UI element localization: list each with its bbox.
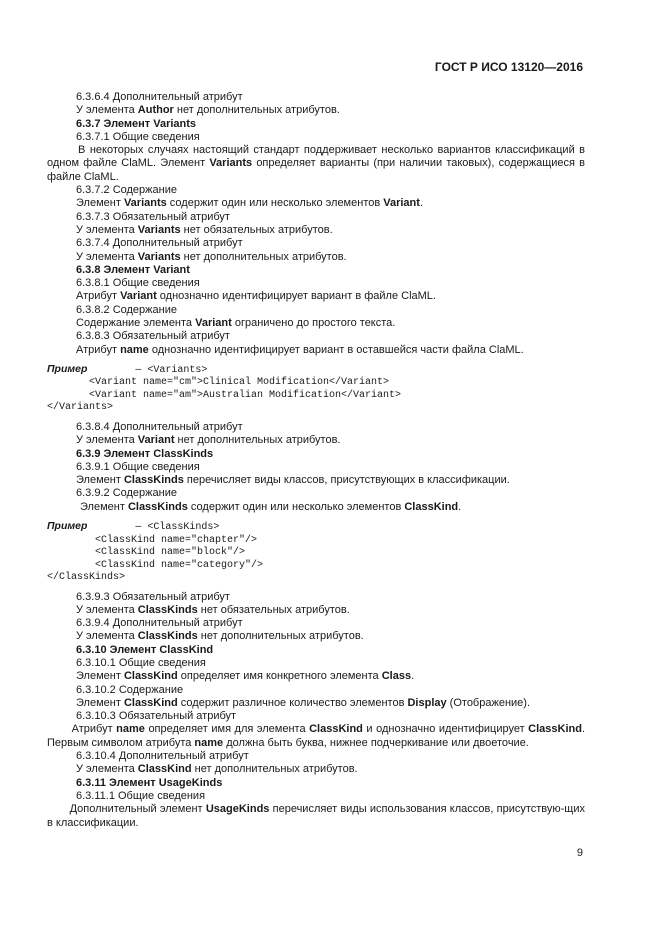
text-run: нет дополнительных атрибутов. <box>191 763 358 776</box>
text-run: 6.3.8.1 Общие сведения <box>76 277 200 290</box>
text-run: 6.3.10.2 Содержание <box>76 683 184 696</box>
bold-term: Class <box>381 670 412 683</box>
section-heading <box>47 118 585 131</box>
text-run: перечисляет виды классов, присутствующих в классификации. <box>183 474 510 487</box>
text-run: содержит различное количество элементов <box>177 696 408 709</box>
text-run: 6.3.8.4 Дополнительный атрибут <box>76 420 243 433</box>
paragraph-line <box>47 184 585 197</box>
text-run: 6.3.10.1 Общие сведения <box>76 657 206 669</box>
text-run: 6.3.7.1 Общие сведения <box>76 130 200 143</box>
paragraph-line <box>47 104 585 117</box>
text-run: перечисляет виды использования классов, присутствую-щих в классификации. <box>47 803 585 829</box>
text-run: Элемент <box>76 696 124 709</box>
text-run: 6.3.8.3 Обязательный атрибут <box>76 330 230 343</box>
text-run: однозначно идентифицирует вариант в файле ClaML. <box>156 290 436 303</box>
bold-term: 6.3.10 Элемент ClassKind <box>76 643 214 656</box>
text-run: нет дополнительных атрибутов. <box>173 104 340 117</box>
document-header: ГОСТ Р ИСО 13120—2016 <box>434 60 583 74</box>
paragraph-line <box>47 763 585 776</box>
text-run: У элемента <box>76 630 138 643</box>
paragraph-line <box>47 237 585 250</box>
bold-term: ClassKinds <box>127 500 188 513</box>
text-run: . <box>458 500 462 513</box>
bold-term: 6.3.11 Элемент UsageKinds <box>76 776 223 789</box>
bold-term: 6.3.8 Элемент Variant <box>76 263 190 276</box>
text-run: и однозначно идентифицирует <box>362 723 529 736</box>
text-run: В некоторых случаях настоящий стандарт поддерживает несколько вариантов классификаций в одном файле ClaML. Элемент <box>47 144 585 170</box>
text-run: У элемента <box>76 223 138 236</box>
text-run: содержит один или несколько элементов <box>187 500 405 513</box>
section-heading <box>47 264 585 277</box>
paragraph-line <box>47 317 585 330</box>
paragraph-line <box>47 304 585 317</box>
paragraph-line <box>47 501 585 514</box>
text-run: Содержание элемента <box>76 317 196 330</box>
paragraph-line <box>47 710 585 723</box>
paragraph-line <box>47 474 585 487</box>
text-run: 6.3.10.4 Дополнительный атрибут <box>76 750 249 763</box>
paragraph-line <box>47 131 585 144</box>
text-run: нет обязательных атрибутов. <box>180 223 333 236</box>
paragraph-line <box>47 434 585 447</box>
text-run: Атрибут <box>76 290 121 303</box>
text-run: нет дополнительных атрибутов. <box>180 250 347 263</box>
bold-term: 6.3.9 Элемент ClassKinds <box>76 447 214 460</box>
text-run: 6.3.9.4 Дополнительный атрибут <box>76 617 243 630</box>
text-run: У элемента <box>76 104 138 117</box>
paragraph-line <box>47 684 585 697</box>
text-run: однозначно идентифицирует вариант в оставшейся части файла ClaML. <box>148 343 524 356</box>
section-heading <box>47 777 585 790</box>
bold-term: Variants <box>137 250 181 263</box>
text-run: определяет имя конкретного элемента <box>177 670 382 683</box>
text-run: Атрибут <box>47 723 117 736</box>
paragraph-line <box>47 604 585 617</box>
text-run: ограничено до простого текста. <box>231 317 396 330</box>
text-run: . <box>411 670 415 683</box>
text-run: 6.3.9.1 Общие сведения <box>76 460 200 473</box>
bold-term: ClassKinds <box>123 474 184 487</box>
text-run: Дополнительный элемент <box>47 803 206 816</box>
paragraph-line <box>47 723 585 750</box>
section-heading <box>47 448 585 461</box>
paragraph-line <box>47 277 585 290</box>
text-run: 6.3.10.3 Обязательный атрибут <box>76 710 237 723</box>
text-run: Атрибут <box>76 343 121 356</box>
text-run: 6.3.8.2 Содержание <box>76 303 177 316</box>
bold-term: ClassKind <box>137 763 192 776</box>
bold-term: ClassKind <box>123 696 178 709</box>
text-run: . Первым символом атрибута <box>47 723 585 749</box>
text-run: 6.3.9.2 Содержание <box>76 487 177 500</box>
paragraph-line <box>47 144 585 184</box>
bold-term: Variants <box>137 223 181 236</box>
bold-term: ClassKinds <box>137 630 198 643</box>
text-run: Элемент <box>76 474 124 487</box>
text-run: Элемент <box>76 670 124 683</box>
paragraph-line <box>47 461 585 474</box>
text-run: У элемента <box>76 603 138 616</box>
paragraph-line <box>47 290 585 303</box>
text-run: должна быть буква, нижнее подчеркивание или двоеточие. <box>223 736 529 749</box>
text-run: У элемента <box>76 763 138 776</box>
text-run: 6.3.9.3 Обязательный атрибут <box>76 590 230 603</box>
paragraph-line <box>47 487 585 500</box>
text-run: нет дополнительных атрибутов. <box>174 434 341 447</box>
text-run: нет обязательных атрибутов. <box>197 603 350 616</box>
bold-term: ClassKind <box>528 723 582 736</box>
paragraph-line <box>47 657 585 670</box>
code-text: — <Variants> <Variant name="cm">Clinical Modification</Variant> <Variant name="am">Australian Modification</Variant> </Variants> <box>47 364 402 414</box>
bold-term: Variant <box>195 317 232 330</box>
paragraph-line <box>47 344 585 357</box>
paragraph-line <box>47 224 585 237</box>
text-run: определяет имя для элемента <box>144 723 310 736</box>
bold-term: Variant <box>120 290 157 303</box>
bold-term: Author <box>137 104 174 117</box>
code-text: — <ClassKinds> <ClassKind name="chapter"/> <ClassKind name="block"/> <ClassKind name="category"/> </ClassKinds> <box>47 522 264 584</box>
bold-term: ClassKind <box>309 723 363 736</box>
bold-term: UsageKinds <box>205 803 270 816</box>
paragraph-line <box>47 697 585 710</box>
text-run: 6.3.11.1 Общие сведения <box>76 789 206 802</box>
example-label: Пример <box>47 362 88 375</box>
paragraph-line <box>47 790 585 803</box>
paragraph-line <box>47 421 585 434</box>
text-run: 6.3.6.4 Дополнительный атрибут <box>76 91 243 103</box>
text-run: 6.3.7.4 Дополнительный атрибут <box>76 237 243 250</box>
text-run: 6.3.7.3 Обязательный атрибут <box>76 210 230 223</box>
paragraph-line <box>47 670 585 683</box>
bold-term: Variant <box>137 434 175 447</box>
example-label: Пример <box>47 520 88 533</box>
text-run: У элемента <box>76 250 138 263</box>
code-example <box>47 520 585 585</box>
text-run: . <box>419 197 423 210</box>
paragraph-line <box>47 330 585 343</box>
paragraph-line <box>47 617 585 630</box>
bold-term: Variant <box>383 197 420 210</box>
paragraph-line <box>47 750 585 763</box>
text-run: содержит один или несколько элементов <box>166 197 384 210</box>
text-run: Элемент <box>80 500 128 513</box>
paragraph-line <box>47 211 585 224</box>
paragraph-line <box>47 803 585 830</box>
bold-term: ClassKinds <box>137 603 198 616</box>
bold-term: Variants <box>123 197 167 210</box>
section-heading <box>47 644 585 657</box>
bold-term: name <box>120 343 149 356</box>
bold-term: name <box>194 736 224 749</box>
bold-term: ClassKind <box>123 670 178 683</box>
text-run: определяет варианты (при наличии таковых), содержащиеся в файле ClaML. <box>47 157 585 183</box>
paragraph-line <box>47 591 585 604</box>
text-run: нет дополнительных атрибутов. <box>197 630 364 643</box>
paragraph-line <box>47 630 585 643</box>
paragraph-line <box>47 91 585 104</box>
bold-term: Display <box>407 696 447 709</box>
bold-term: 6.3.7 Элемент Variants <box>76 117 197 130</box>
paragraph-line <box>47 251 585 264</box>
document-body <box>47 91 585 830</box>
bold-term: Variants <box>209 157 253 170</box>
text-run: 6.3.7.2 Содержание <box>76 184 177 197</box>
page-number: 9 <box>576 847 583 859</box>
text-run: У элемента <box>76 434 138 447</box>
text-run: (Отображение). <box>446 696 531 709</box>
text-run: Элемент <box>76 197 124 210</box>
code-example <box>47 363 585 415</box>
bold-term: name <box>116 723 145 736</box>
paragraph-line <box>47 197 585 210</box>
bold-term: ClassKind <box>404 500 459 513</box>
